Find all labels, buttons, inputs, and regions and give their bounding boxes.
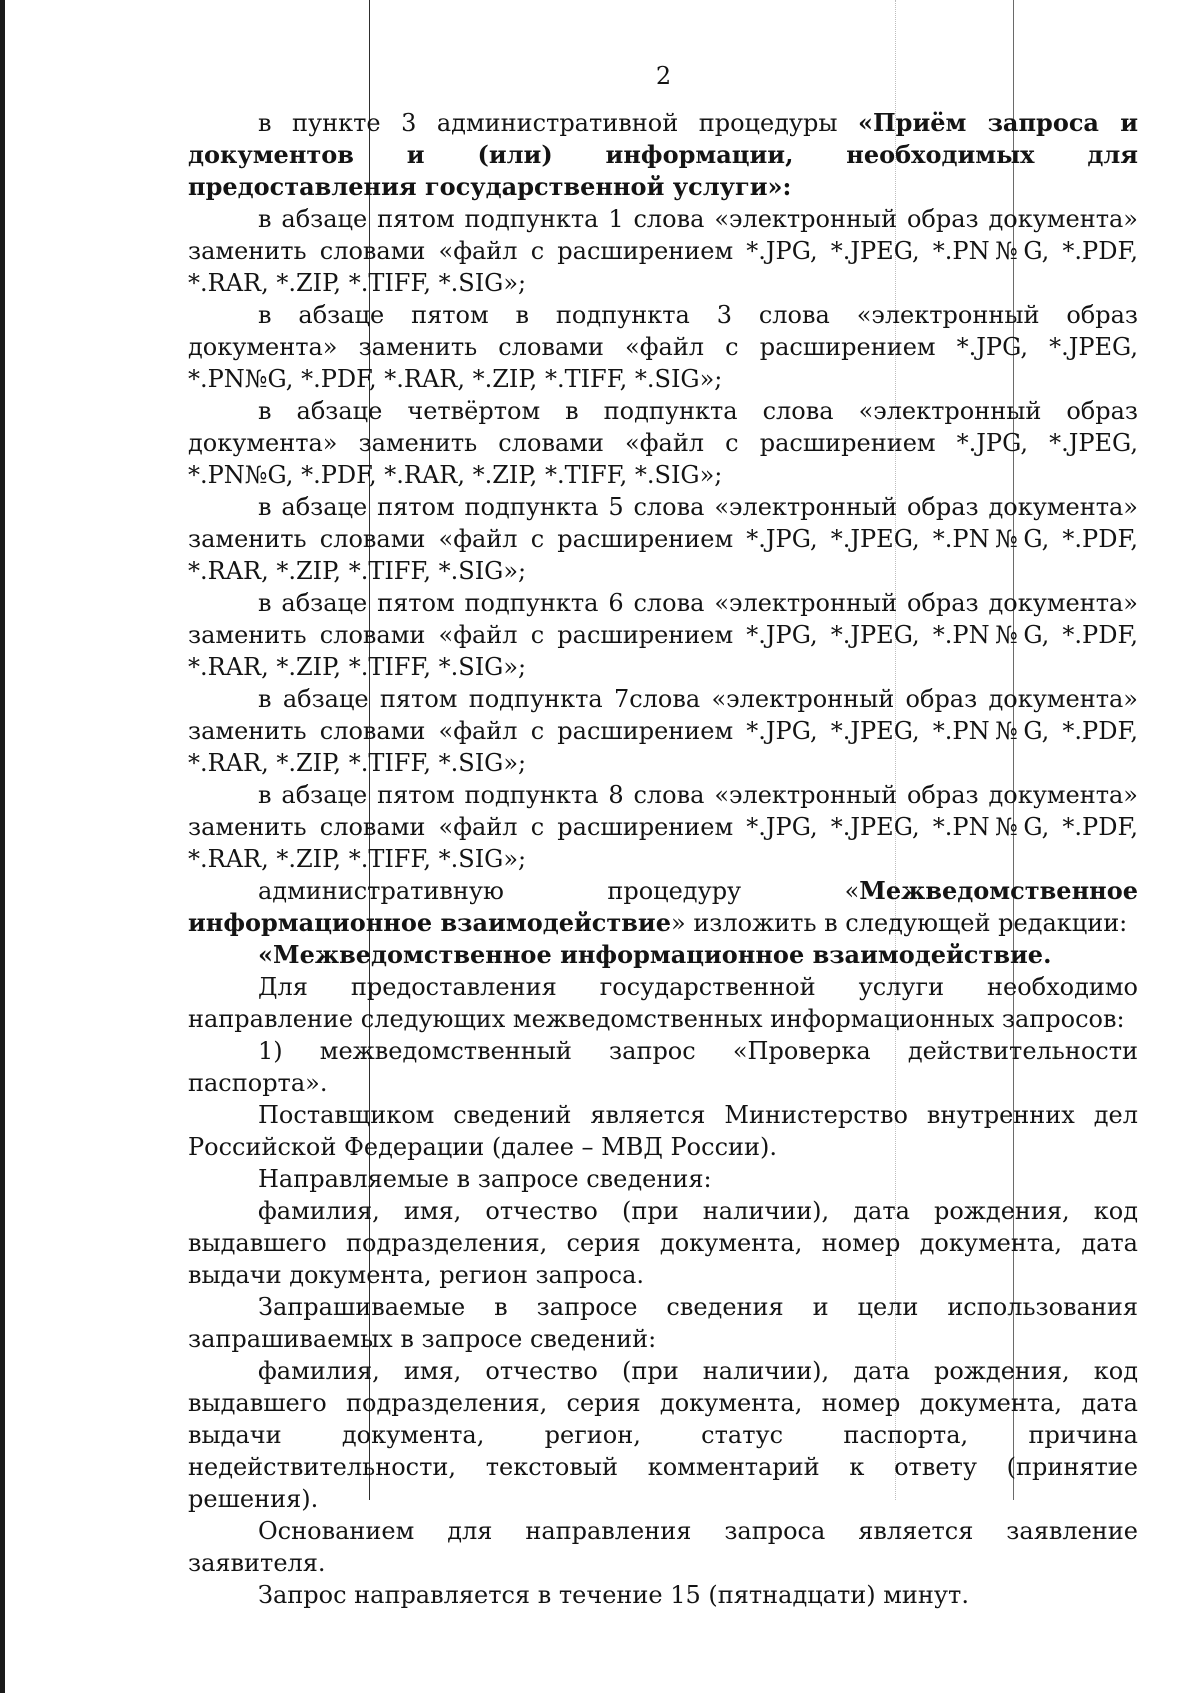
scan-left-edge — [0, 0, 5, 1693]
paragraph — [188, 1355, 1138, 1515]
paragraph — [188, 1099, 1138, 1163]
paragraph — [188, 1035, 1138, 1099]
text: административную процедуру « — [258, 877, 860, 905]
paragraph — [188, 107, 1138, 203]
bold-text: Межведомственное информационное взаимодействие — [188, 876, 1138, 937]
text: Запрос направляется в течение 15 (пятнадцати) минут. — [258, 1581, 969, 1609]
paragraph — [188, 683, 1138, 779]
text: 1) межведомственный запрос «Проверка действительности паспорта». — [188, 1037, 1138, 1097]
text: Поставщиком сведений является Министерство внутренних дел Российской Федерации (далее – МВД России). — [188, 1101, 1138, 1161]
text: Для предоставления государственной услуги необходимо направление следующих межведомственных информационных запросов: — [188, 973, 1138, 1033]
paragraph — [188, 395, 1138, 491]
text: в абзаце пятом подпункта 1 слова «электронный образ документа» заменить словами «файл с расширением *.JPG, *.JPEG, *.PN№G, *.PDF, *.RAR, *.ZIP, *.TIFF, *.SIG»; — [188, 205, 1138, 297]
paragraph — [188, 1515, 1138, 1579]
paragraph — [188, 491, 1138, 587]
text: в абзаце пятом в подпункта 3 слова «электронный образ документа» заменить словами «файл с расширением *.JPG, *.JPEG, *.PN№G, *.PDF, *.RAR, *.ZIP, *.TIFF, *.SIG»; — [188, 301, 1138, 393]
paragraph — [188, 875, 1138, 939]
text: в абзаце пятом подпункта 5 слова «электронный образ документа» заменить словами «файл с расширением *.JPG, *.JPEG, *.PN№G, *.PDF, *.RAR, *.ZIP, *.TIFF, *.SIG»; — [188, 493, 1138, 585]
text: » изложить в следующей редакции: — [671, 909, 1128, 937]
bold-text: «Межведомственное информационное взаимодействие. — [258, 940, 1052, 969]
bold-text: «Приём запроса и документов и (или) информации, необходимых для предоставления государственной услуги»: — [188, 108, 1139, 201]
text: в абзаце пятом подпункта 7слова «электронный образ документа» заменить словами «файл с расширением *.JPG, *.JPEG, *.PN№G, *.PDF, *.RAR, *.ZIP, *.TIFF, *.SIG»; — [188, 685, 1138, 777]
paragraph — [188, 779, 1138, 875]
text: в абзаце пятом подпункта 6 слова «электронный образ документа» заменить словами «файл с расширением *.JPG, *.JPEG, *.PN№G, *.PDF, *.RAR, *.ZIP, *.TIFF, *.SIG»; — [188, 589, 1138, 681]
text: Основанием для направления запроса является заявление заявителя. — [188, 1517, 1138, 1577]
text: фамилия, имя, отчество (при наличии), дата рождения, код выдавшего подразделения, серия документа, номер документа, дата выдачи документа, регион запроса. — [188, 1197, 1138, 1289]
section-title — [188, 939, 1138, 971]
paragraph — [188, 1291, 1138, 1355]
paragraph — [188, 1195, 1138, 1291]
text: фамилия, имя, отчество (при наличии), дата рождения, код выдавшего подразделения, серия документа, номер документа, дата выдачи документа, регион, статус паспорта, причина недействительности, текстовый комментарий к ответу (принятие решения). — [188, 1357, 1138, 1513]
document-body — [188, 107, 1138, 1611]
text: в пункте 3 административной процедуры — [258, 109, 859, 137]
paragraph — [188, 1163, 1138, 1195]
text: в абзаце пятом подпункта 8 слова «электронный образ документа» заменить словами «файл с расширением *.JPG, *.JPEG, *.PN№G, *.PDF, *.RAR, *.ZIP, *.TIFF, *.SIG»; — [188, 781, 1138, 873]
paragraph — [188, 203, 1138, 299]
text: Запрашиваемые в запросе сведения и цели использования запрашиваемых в запросе сведений: — [188, 1293, 1138, 1353]
paragraph — [188, 971, 1138, 1035]
text: в абзаце четвёртом в подпункта слова «электронный образ документа» заменить словами «файл с расширением *.JPG, *.JPEG, *.PN№G, *.PDF, *.RAR, *.ZIP, *.TIFF, *.SIG»; — [188, 397, 1138, 489]
paragraph — [188, 587, 1138, 683]
paragraph — [188, 299, 1138, 395]
paragraph — [188, 1579, 1138, 1611]
page-number: 2 — [655, 62, 672, 90]
text: Направляемые в запросе сведения: — [258, 1165, 712, 1193]
